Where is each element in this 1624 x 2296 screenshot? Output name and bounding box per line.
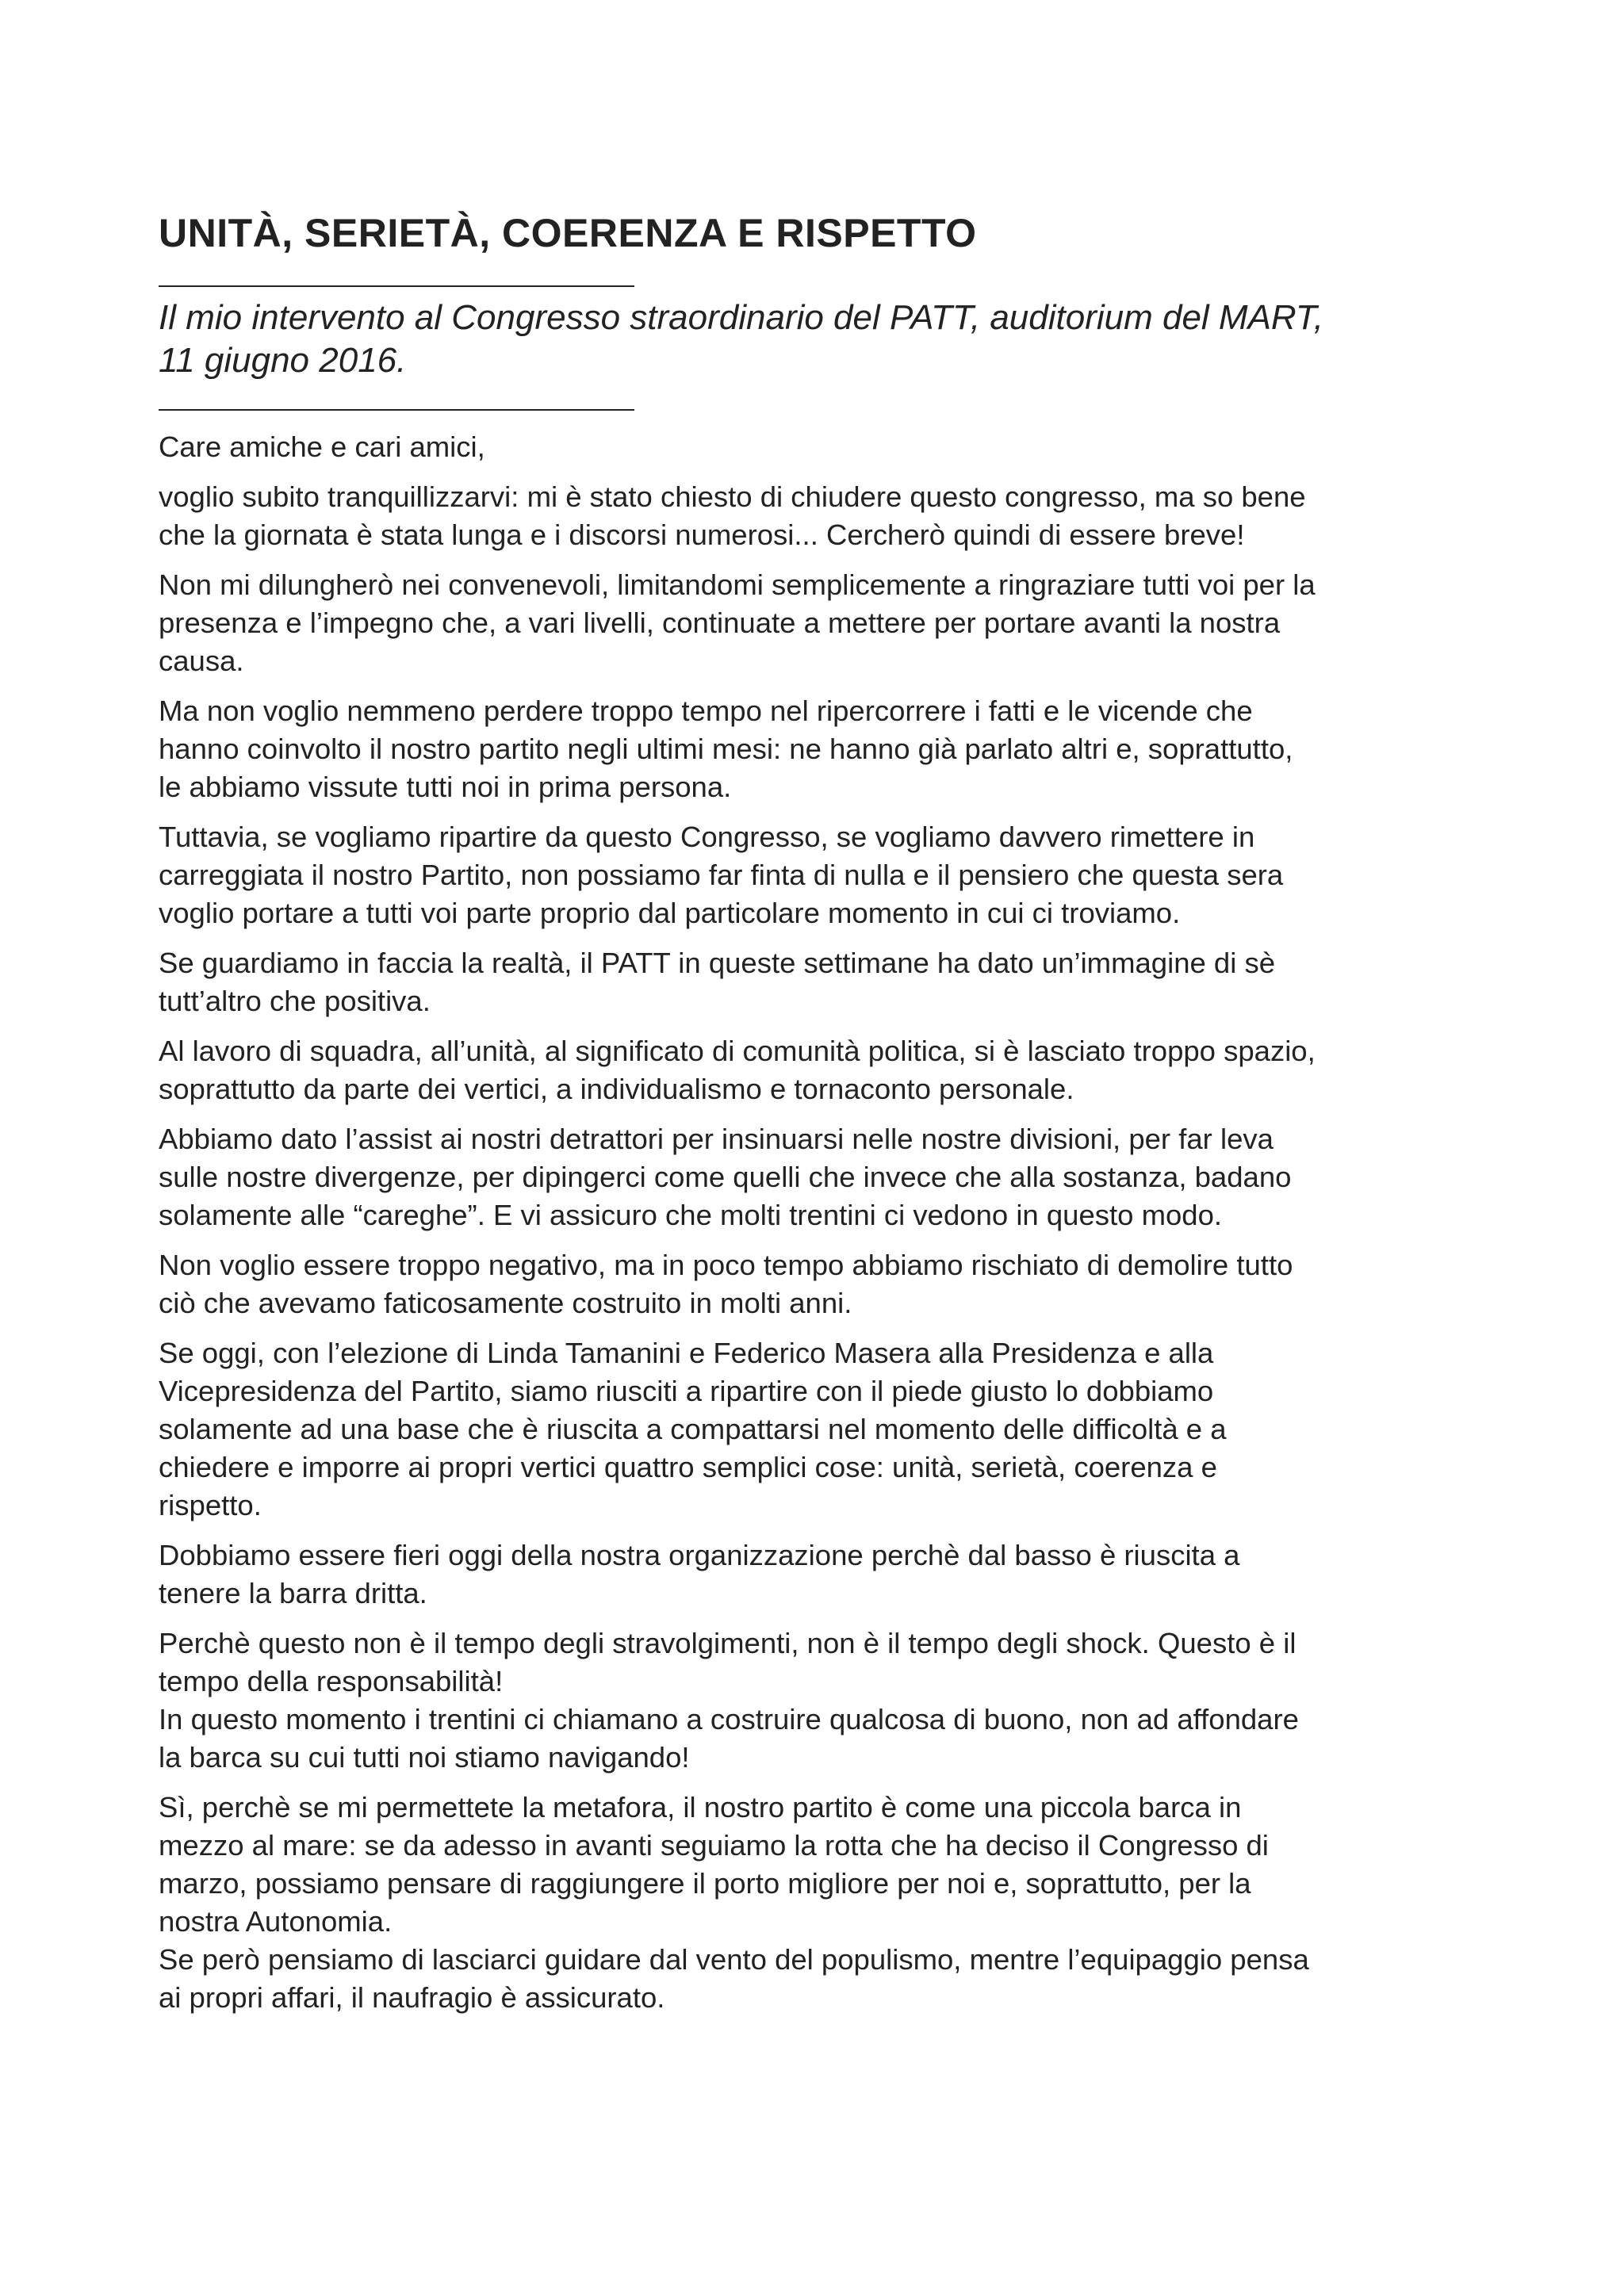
document-body — [159, 428, 1507, 2017]
paragraph-line: Dobbiamo essere fieri oggi della nostra organizzazione perchè dal basso è riuscita a — [159, 1539, 1240, 1571]
paragraph-line: causa. — [159, 645, 244, 677]
paragraph-line: tutt’altro che positiva. — [159, 985, 431, 1017]
body-paragraph — [159, 428, 1507, 466]
paragraph-line: chiedere e imporre ai propri vertici quattro semplici cose: unità, serietà, coerenza e — [159, 1451, 1217, 1483]
paragraph-line: ai propri affari, il naufragio è assicurato. — [159, 1981, 665, 2014]
paragraph-line: rispetto. — [159, 1489, 262, 1521]
paragraph-line: tenere la barra dritta. — [159, 1577, 427, 1609]
paragraph-line: tempo della responsabilità! — [159, 1665, 504, 1697]
paragraph-line: solamente ad una base che è riuscita a compattarsi nel momento delle difficoltà e a — [159, 1413, 1227, 1445]
subtitle-line: 11 giugno 2016. — [159, 341, 407, 380]
document-subtitle — [159, 297, 1507, 382]
paragraph-line: Se però pensiamo di lasciarci guidare dal vento del populismo, mentre l’equipaggio pensa — [159, 1943, 1309, 1976]
paragraph-line: Se guardiamo in faccia la realtà, il PATT in queste settimane ha dato un’immagine di sè — [159, 947, 1276, 979]
body-paragraph — [159, 1032, 1507, 1108]
body-paragraph — [159, 566, 1507, 680]
paragraph-line: voglio portare a tutti voi parte proprio dal particolare momento in cui ci troviamo. — [159, 897, 1181, 929]
body-paragraph — [159, 1624, 1507, 1777]
paragraph-line: Non voglio essere troppo negativo, ma in poco tempo abbiamo rischiato di demolire tutto — [159, 1249, 1293, 1281]
paragraph-line: soprattutto da parte dei vertici, a individualismo e tornaconto personale. — [159, 1073, 1074, 1105]
paragraph-line: Ma non voglio nemmeno perdere troppo tempo nel ripercorrere i fatti e le vicende che — [159, 695, 1253, 727]
paragraph-line: le abbiamo vissute tutti noi in prima persona. — [159, 771, 732, 803]
paragraph-line: carreggiata il nostro Partito, non possiamo far finta di nulla e il pensiero che questa sera — [159, 859, 1284, 891]
body-paragraph — [159, 1536, 1507, 1613]
body-paragraph — [159, 818, 1507, 932]
body-paragraph — [159, 478, 1507, 554]
paragraph-line: sulle nostre divergenze, per dipingerci come quelli che invece che alla sostanza, badano — [159, 1161, 1292, 1193]
document-page — [159, 208, 1507, 2029]
paragraph-line: che la giornata è stata lunga e i discorsi numerosi... Cercherò quindi di essere breve! — [159, 519, 1245, 551]
subtitle-divider — [159, 409, 634, 411]
paragraph-line: Tuttavia, se vogliamo ripartire da questo Congresso, se vogliamo davvero rimettere in — [159, 821, 1255, 853]
paragraph-line: nostra Autonomia. — [159, 1905, 393, 1938]
subtitle-line: Il mio intervento al Congresso straordinario del PATT, auditorium del MART, — [159, 298, 1323, 337]
paragraph-line: voglio subito tranquillizzarvi: mi è stato chiesto di chiudere questo congresso, ma so bene — [159, 480, 1306, 513]
paragraph-line: ciò che avevamo faticosamente costruito in molti anni. — [159, 1287, 852, 1319]
paragraph-line: marzo, possiamo pensare di raggiungere il porto migliore per noi e, soprattutto, per la — [159, 1867, 1251, 1900]
paragraph-line: mezzo al mare: se da adesso in avanti seguiamo la rotta che ha deciso il Congresso di — [159, 1829, 1269, 1862]
paragraph-line: In questo momento i trentini ci chiamano a costruire qualcosa di buono, non ad affondare — [159, 1703, 1299, 1735]
body-paragraph — [159, 1789, 1507, 2017]
paragraph-line: Care amiche e cari amici, — [159, 430, 485, 463]
body-paragraph — [159, 944, 1507, 1020]
paragraph-line: Perchè questo non è il tempo degli stravolgimenti, non è il tempo degli shock. Questo è il — [159, 1627, 1297, 1659]
body-paragraph — [159, 692, 1507, 806]
paragraph-line: Vicepresidenza del Partito, siamo riusciti a ripartire con il piede giusto lo dobbiamo — [159, 1375, 1214, 1407]
paragraph-line: presenza e l’impegno che, a vari livelli, continuate a mettere per portare avanti la nostra — [159, 607, 1281, 639]
paragraph-line: Non mi dilungherò nei convenevoli, limitandomi semplicemente a ringraziare tutti voi per la — [159, 568, 1316, 601]
body-paragraph — [159, 1334, 1507, 1525]
title-divider — [159, 285, 634, 287]
paragraph-line: Se oggi, con l’elezione di Linda Tamanini e Federico Masera alla Presidenza e alla — [159, 1337, 1214, 1369]
paragraph-line: la barca su cui tutti noi stiamo navigando! — [159, 1741, 690, 1774]
body-paragraph — [159, 1246, 1507, 1322]
paragraph-line: Abbiamo dato l’assist ai nostri detrattori per insinuarsi nelle nostre divisioni, per far leva — [159, 1123, 1274, 1155]
paragraph-line: solamente alle “careghe”. E vi assicuro che molti trentini ci vedono in questo modo. — [159, 1199, 1223, 1231]
paragraph-line: Sì, perchè se mi permettete la metafora, il nostro partito è come una piccola barca in — [159, 1791, 1242, 1823]
body-paragraph — [159, 1120, 1507, 1234]
paragraph-line: Al lavoro di squadra, all’unità, al significato di comunità politica, si è lasciato troppo spazio, — [159, 1035, 1316, 1067]
paragraph-line: hanno coinvolto il nostro partito negli ultimi mesi: ne hanno già parlato altri e, soprattutto, — [159, 733, 1293, 765]
document-title: UNITÀ, SERIETÀ, COERENZA E RISPETTO — [159, 211, 977, 255]
